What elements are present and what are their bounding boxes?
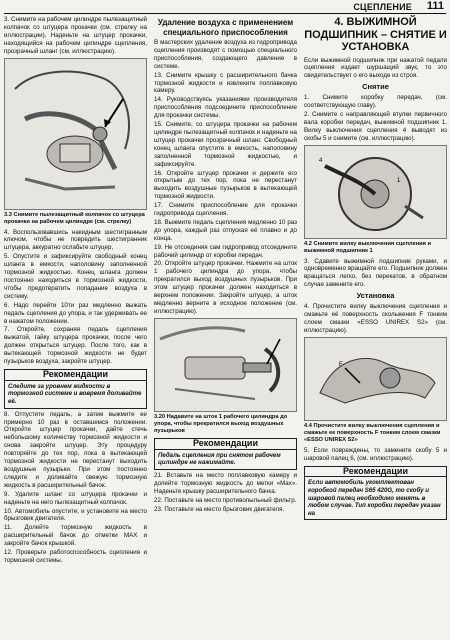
recommendation-box-3	[304, 466, 447, 521]
step-13-text: 13. Снимите крышку с расширительного бачка тормозной жидкости и извлеките поплавковую камеру.	[154, 71, 297, 95]
bearing-intro: Если выжимной подшипник при нажатой педали сцепления издает шуршащий звук, то это свидетельствует о его выходе из строя.	[304, 56, 447, 80]
removal-step-1: 1. Снимите коробку передач, (см. соответствующую главу).	[304, 94, 447, 110]
step-11-text: 11. Долейте тормозную жидкость в расширительный бачок до отметки MAX и закройте бачок крышкой.	[4, 524, 147, 548]
figure-4-2-caption: 4.2 Снимите вилку выключения сцепления и выжимной подшипник 1	[304, 240, 432, 254]
figure-4-4-drawing	[305, 338, 446, 420]
recommendation-box-1	[4, 369, 147, 409]
step-4-text: 4. Воспользовавшись накидным шестигранным ключом, чтобы не повредить шестигранник штуцера, аккуратно ослабьте штуцер,	[4, 228, 147, 252]
chapter-heading: 4. ВЫЖИМНОЙ ПОДШИПНИК – СНЯТИЕ И УСТАНОВКА	[304, 16, 447, 53]
step-6-text: 6. Надо перейти 10ти раз медленно выжать педаль сцепления до упора, и так удерживать ее в нажатом положении.	[4, 301, 147, 325]
step-5-text: 5. Опустите и зафиксируйте свободный конец шланга в емкости, наполовину заполненной тормозной жидкостью. Конец шланга должен постоянно находиться в тормозной жидкости, чтобы предотвратить попадание воздуха в систему.	[4, 253, 147, 300]
step-22-text: 22. Поставьте на место противопыльный фильтр.	[154, 496, 297, 504]
page-header	[0, 0, 450, 14]
figure-3-3-drawing	[5, 59, 146, 209]
svg-text:1: 1	[397, 177, 401, 184]
step-8-text: 8. Отпустите педаль, а затем выжмите ее примерно 10 раз в оставшемся положении. Откройте штуцер прокачки, дайте стечь небольшому количеству тормозной жидкости и снова закройте штуцер. Эту процедуру повторяйте до тех пор, пока в вытекающей тормозной жидкости не перестанут выходить воздушные пузырьки. При этом постоянно следите и доливайте свежую тормозную жидкость в расширительный бачок.	[4, 410, 147, 489]
figure-4-2	[304, 145, 447, 239]
figure-4-4-caption: 4.4 Прочистите вилку выключения сцепления и смажьте ее поверхность F тонким слоем смазки «ESSO UNIREX S2»	[304, 422, 441, 443]
column-2	[154, 16, 297, 514]
recommendation-heading: Рекомендации	[305, 467, 446, 478]
figure-3-20-caption: 3.20 Надавите на шток 1 рабочего цилиндра до упора, чтобы прекратился выход воздушных пузырьков	[154, 413, 288, 434]
removal-step-3: 3. Сдавите выжимной подшипник руками, и одновременно вращайте его. Подшипник должен вращаться легко, без перекатов, в обратном случае замените его.	[304, 257, 447, 289]
install-step-5: 5. Если повреждены, то замените скобу 5 и шаровой палец 6, (см. иллюстрацию).	[304, 446, 447, 462]
column-3	[304, 16, 447, 522]
figure-3-3	[4, 58, 147, 210]
svg-text:4: 4	[319, 157, 323, 164]
recommendation-text: Следите за уровнем жидкости в тормозной системе и вовремя доливайте её.	[8, 382, 142, 406]
step-18-text: 18. Выжмите педаль сцепления медленно 10 раз до упора, каждый раз отпуская её плавно и до конца.	[154, 218, 297, 242]
recommendation-heading: Рекомендации	[5, 370, 146, 381]
column-1	[4, 16, 147, 566]
figure-3-3-caption: 3.3 Снимите пылезащитный колпачок со штуцера прокачки на рабочем цилиндре (см. стрелку)	[4, 211, 145, 225]
recommendation-text: Педаль сцепления при снятом рабочем цилиндре не нажимайте.	[158, 451, 281, 467]
step-17-text: 17. Снимите приспособление для прокачки гидропривода сцепления.	[154, 202, 297, 218]
special-tool-heading: Удаление воздуха с применением специального приспособления	[157, 18, 294, 37]
step-10-text: 10. Автомобиль опустите, и установите на место брызговик двигателя.	[4, 507, 147, 523]
figure-4-2-drawing	[305, 146, 446, 238]
figure-3-20	[154, 318, 297, 412]
step-15-text: 15. Снимите, со штуцера прокачки на рабочем цилиндре пылезащитный колпачок и наденьте на штуцер прокачки прозрачный шланг. Свободный конец шланга опустите в емкость, наполовину заполненной тормозной жидкостью, и зафиксируйте.	[154, 121, 297, 168]
recommendation-heading: Рекомендации	[155, 439, 296, 450]
step-19-text: 19. Не отсоединяя сам гидропривод отсоедините рабочий цилиндр от коробки передач.	[154, 243, 297, 259]
recommendation-box-2	[154, 438, 297, 470]
step-23-text: 23. Поставьте на место брызговик двигателя.	[154, 505, 285, 513]
page-number: 111	[426, 0, 444, 12]
figure-4-4	[304, 337, 447, 421]
step-9-text: 9. Удалите шланг со штуцера прокачки и наденьте на него пылезащитный колпачок.	[4, 490, 147, 506]
removal-subheading: Снятие	[362, 82, 389, 92]
header-rule	[4, 13, 446, 14]
step-16-text: 16. Откройте штуцер прокачки и держите его открытым до тех пор, пока не перестанут выходить воздушные пузырьков в вытекающей тормозной жидкости.	[154, 169, 297, 201]
figure-3-20-drawing	[155, 319, 296, 411]
svg-text:F: F	[339, 361, 343, 368]
install-subheading: Установка	[356, 291, 395, 301]
step-21-text: 21. Вставьте на место поплавковую камеру и долейте тормозную жидкость до метки «Max». Наденьте крышку расширительного бачка.	[154, 471, 297, 495]
section-title: СЦЕПЛЕНИЕ	[353, 2, 412, 12]
step-7-text: 7. Откройте, сохраняя педаль сцепления выжатой, гайку штуцера прокачки, после чего должен открыться штуцер. После того, как в вытекающей тормозной жидкости не будет пузырьков воздуха, закройте штуцер.	[4, 326, 147, 366]
step-12-text: 12. Проверьте работоспособность сцепления и тормозной системы.	[4, 549, 147, 564]
step-20-text: 20. Откройте штуцер прокачки. Нажмите на шток 1 рабочего цилиндра до упора, чтобы прекратился выход воздушных пузырьков. При этом штуцер прокачки должен находиться в верхнем положении. Закройте штуцер, а шток медленно верните в исходное положение (см. иллюстрацию).	[154, 260, 297, 315]
recommendation-text: Если автомобиль укомплектован коробкой передач S65 420G, то скобу и шаровой палец необходимо менять в любом случае. Тип коробки передач указан на	[308, 479, 441, 517]
step-14-text: 14. Руководствуясь указаниями производителя приспособления подсоедините приспособление для прокачки системы.	[154, 96, 297, 120]
install-step-4: 4. Прочистите вилку выключения сцепления и смажьте её поверхность скольжения F тонким слоем смазки «ESSO UNIREX S2» (см. иллюстрацию).	[304, 303, 447, 334]
special-tool-intro: В мастерских удаление воздуха из гидропривода сцепления производят с помощью специального приспособления, создающего давление в системе.	[154, 39, 297, 70]
removal-step-2: 2. Снимите с направляющей втулки первичного вала коробки передач, выжимной подшипник 1. Вилку выключения сцепления 4 выводят из скобы 5 и снимите (см. иллюстрацию).	[304, 110, 447, 142]
step-3-text: 3. Снимите на рабочем цилиндре пылезащитный колпачок со штуцера прокачки (см. стрелку на иллюстрации). Наденьте на штуцер прокачки, находящийся на рабочем цилиндре сцепления, прозрачный шланг (см. иллюстрацию).	[4, 16, 147, 55]
